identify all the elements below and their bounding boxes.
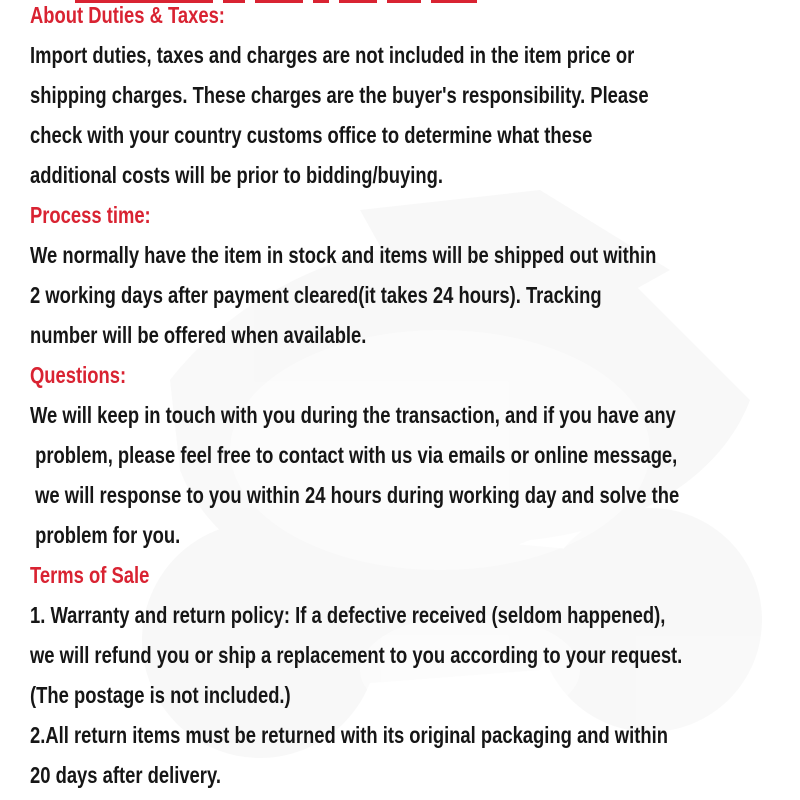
section-heading-questions: Questions: [30,362,127,388]
text-line: 2.All return items must be returned with its original packaging and within [30,722,668,748]
text-line: we will refund you or ship a replacement to you according to your request. [30,642,683,668]
section-heading-about-duties-taxes: About Duties & Taxes: [30,2,225,28]
text-line: (The postage is not included.) [30,682,291,708]
text-line: We will keep in touch with you during the transaction, and if you have any [30,402,676,428]
section-heading-process-time: Process time: [30,202,151,228]
text-line: we will response to you within 24 hours during working day and solve the [30,482,680,508]
text-line: problem for you. [30,522,181,548]
description-text [30,0,800,795]
section-heading-terms-of-sale: Terms of Sale [30,562,150,588]
text-line: problem, please feel free to contact with us via emails or online message, [30,442,678,468]
text-line: 2 working days after payment cleared(it takes 24 hours). Tracking [30,282,602,308]
text-line: number will be offered when available. [30,322,367,348]
text-line: 20 days after delivery. [30,762,221,788]
text-line: We normally have the item in stock and items will be shipped out within [30,242,657,268]
text-line: 1. Warranty and return policy: If a defective received (seldom happened), [30,602,666,628]
text-line: shipping charges. These charges are the buyer's responsibility. Please [30,82,649,108]
text-line: Import duties, taxes and charges are not included in the item price or [30,42,635,68]
text-line: additional costs will be prior to bidding/buying. [30,162,443,188]
text-line: check with your country customs office to determine what these [30,122,593,148]
